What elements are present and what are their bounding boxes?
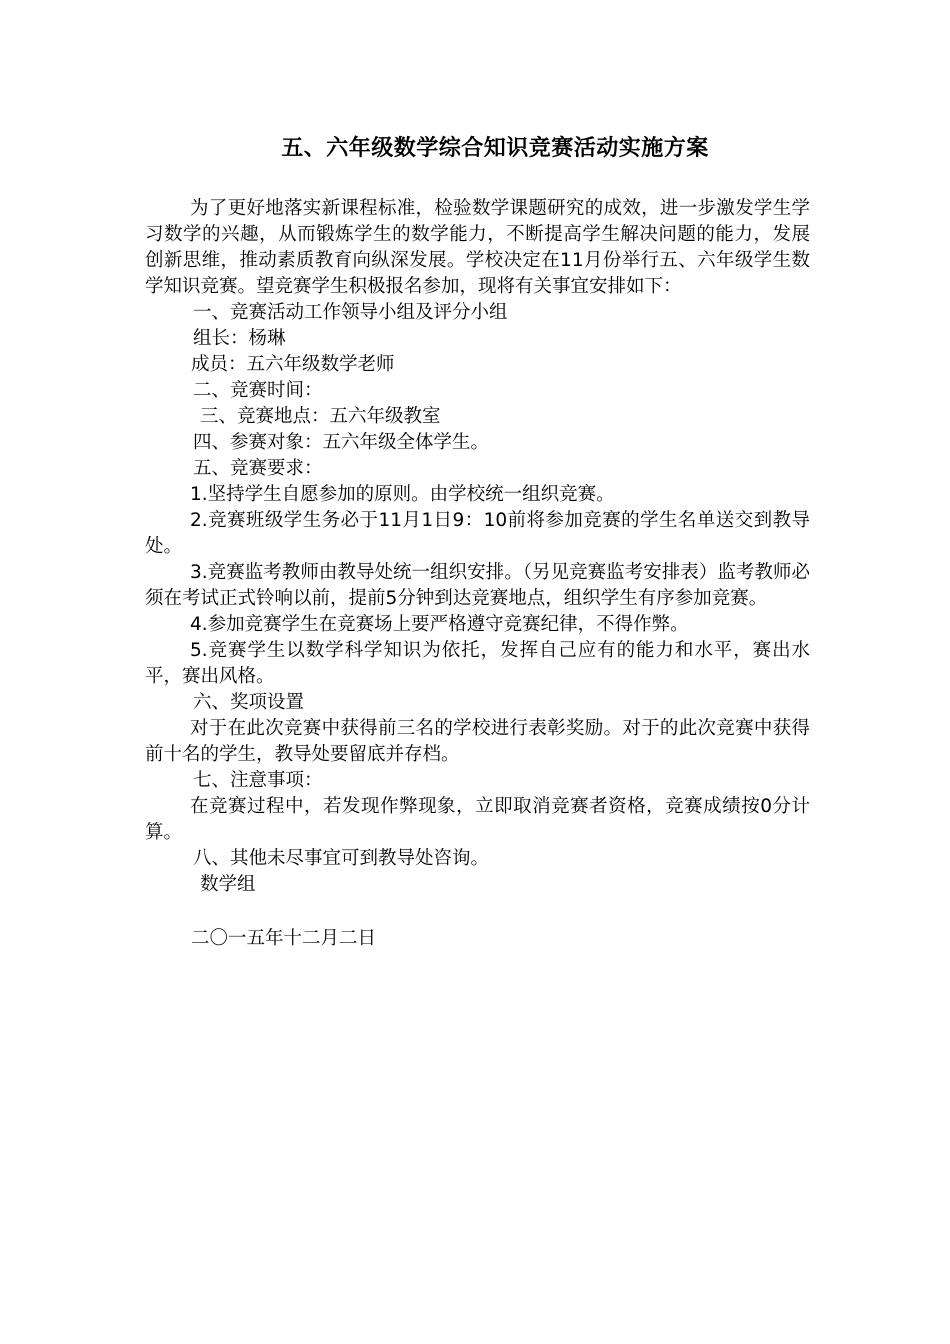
section8-heading: 八、其他未尽事宜可到教导处咨询。: [193, 848, 490, 869]
section5-heading: 五、竞赛要求：: [193, 458, 323, 479]
notes-paragraph: 在竞赛过程中，若发现作弊现象，立即取消竞赛者资格，竞赛成绩按0分计算。: [145, 796, 810, 843]
awards-paragraph: 对于在此次竞赛中获得前三名的学校进行表彰奖励。对于的此次竞赛中获得前十名的学生，教导处要留底并存档。: [145, 718, 810, 765]
requirement-5: 5.竞赛学生以数学科学知识为依托，发挥自己应有的能力和水平，赛出水平，赛出风格。: [145, 640, 810, 687]
document-body: [145, 196, 810, 952]
spacer: [145, 898, 810, 926]
requirement-4: 4.参加竞赛学生在竞赛场上要严格遵守竞赛纪律，不得作弊。: [190, 614, 689, 635]
document-date: 二〇一五年十二月二日: [191, 928, 377, 949]
requirement-3: 3.竞赛监考教师由教导处统一组织安排。（另见竞赛监考安排表）监考教师必须在考试正式铃响以前，提前5分钟到达竞赛地点，组织学生有序参加竞赛。: [145, 562, 810, 609]
section6-heading: 六、奖项设置: [193, 692, 305, 713]
document-title: 五、六年级数学综合知识竞赛活动实施方案: [281, 136, 709, 161]
signature: 数学组: [200, 874, 256, 895]
section1-heading: 一、竞赛活动工作领导小组及评分小组: [193, 302, 508, 323]
leader-line: 组长：杨琳: [193, 328, 286, 349]
section4-heading: 四、参赛对象：五六年级全体学生。: [193, 432, 490, 453]
section3-heading: 三、竞赛地点：五六年级教室: [200, 406, 441, 427]
members-line: 成员：五六年级数学老师: [191, 354, 395, 375]
section2-heading: 二、竞赛时间：: [193, 380, 323, 401]
requirement-1: 1.坚持学生自愿参加的原则。由学校统一组织竞赛。: [190, 484, 615, 505]
intro-paragraph: 为了更好地落实新课程标准，检验数学课题研究的成效，进一步激发学生学习数学的兴趣，从而锻炼学生的数学能力，不断提高学生解决问题的能力，发展创新思维，推动素质教育向纵深发展。学校决定在11月份举行五、六年级学生数学知识竞赛。望竞赛学生积极报名参加，现将有关事宜安排如下：: [145, 198, 810, 297]
requirement-2: 2.竞赛班级学生务必于11月1日9：10前将参加竞赛的学生名单送交到教导处。: [145, 510, 810, 557]
section7-heading: 七、注意事项：: [193, 770, 323, 791]
